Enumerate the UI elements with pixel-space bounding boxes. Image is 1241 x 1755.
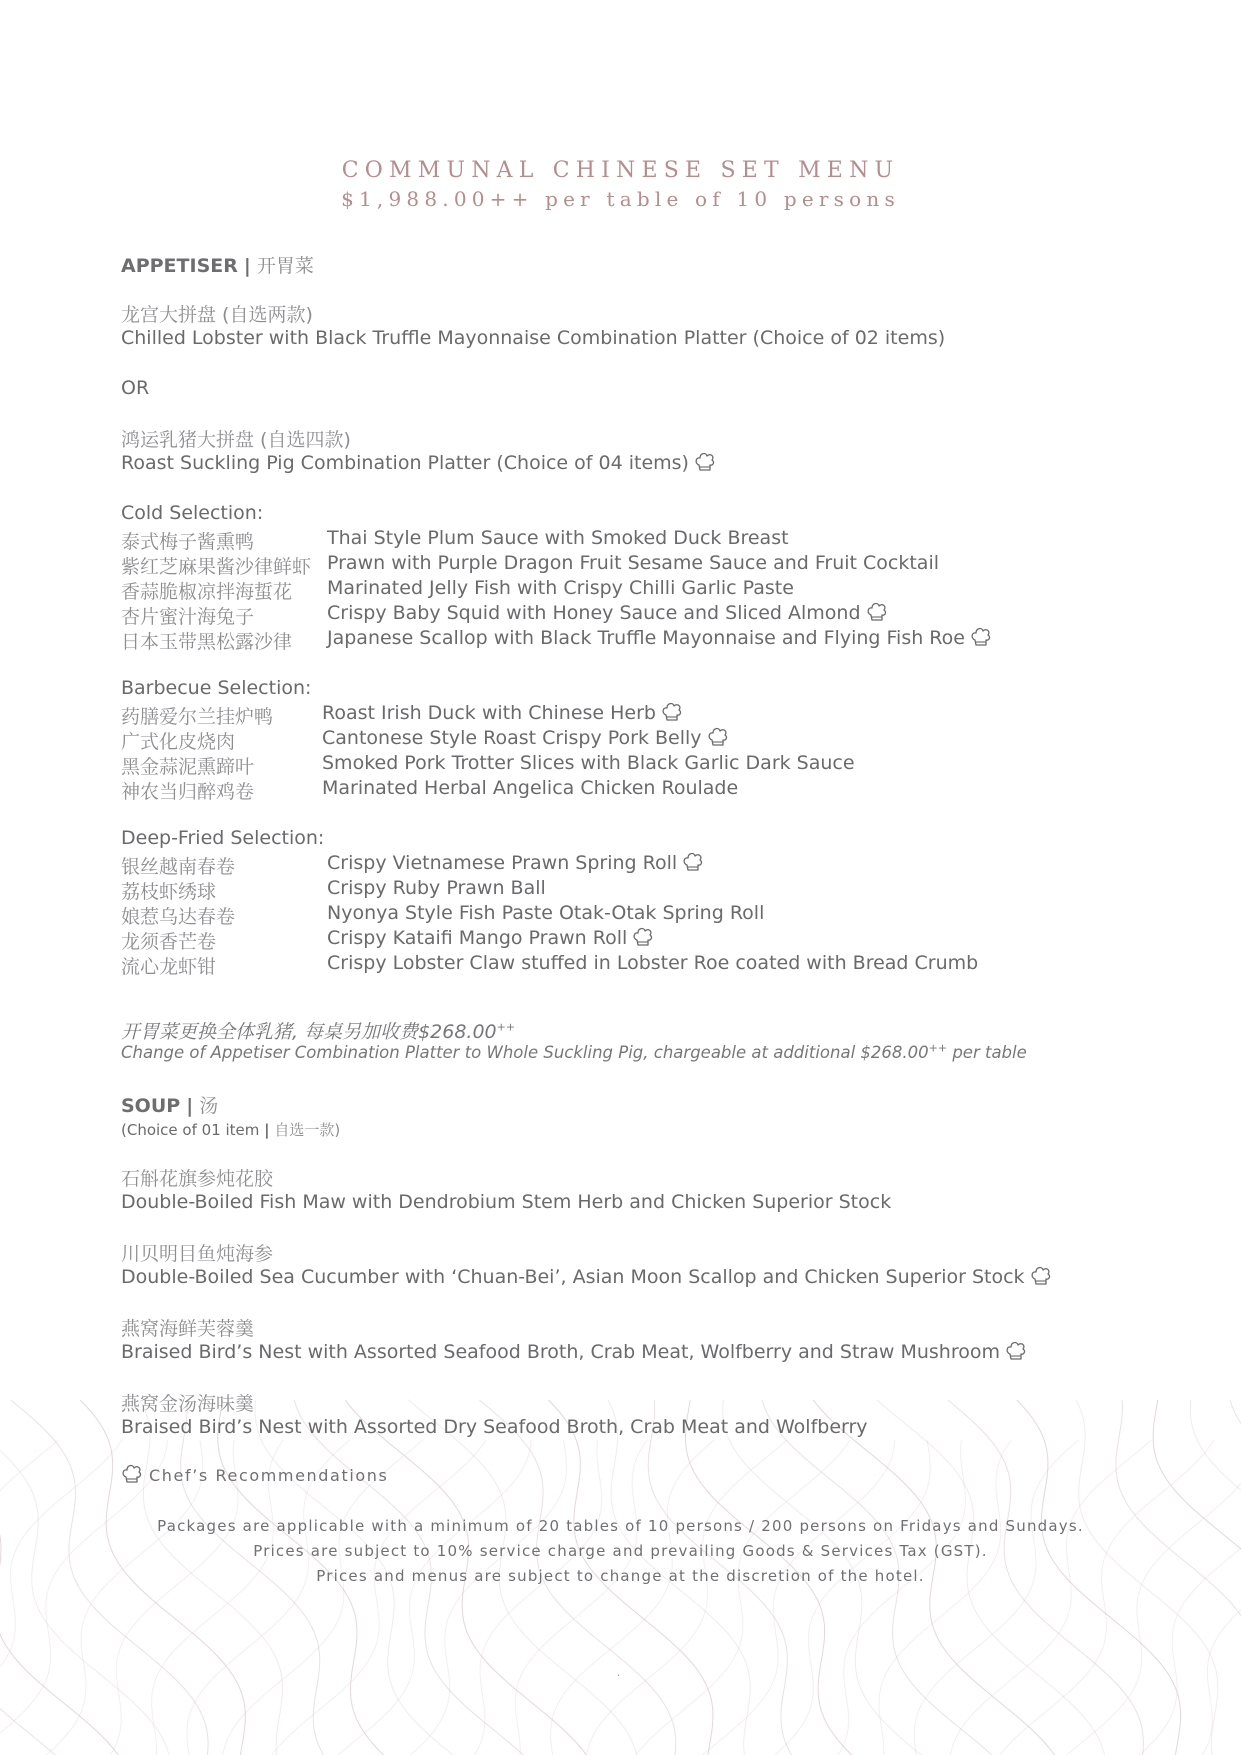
menu-item-en: [322, 777, 738, 799]
soup-item-zh: 燕窝金汤海味羹: [121, 1393, 255, 1415]
soup-item-en: [121, 1266, 1052, 1288]
menu-item-zh: 杏片蜜汁海兔子: [121, 606, 255, 628]
menu-item-en-text: Crispy Baby Squid with Honey Sauce and Sliced Almond: [327, 602, 861, 624]
soup-item-zh: 石斛花旗参炖花胶: [121, 1168, 274, 1190]
chef-hat-icon: [694, 452, 716, 472]
menu-item-en: [327, 577, 794, 599]
menu-item-en-text: Nyonya Style Fish Paste Otak-Otak Spring Roll: [327, 902, 765, 924]
menu-item-en-text: Smoked Pork Trotter Slices with Black Garlic Dark Sauce: [322, 752, 855, 774]
menu-item-en-text: Crispy Vietnamese Prawn Spring Roll: [327, 852, 678, 874]
chef-recommendation-legend: [121, 1464, 388, 1485]
menu-item-zh: 神农当归醉鸡卷: [121, 781, 255, 803]
chef-hat-icon: [1005, 1341, 1027, 1361]
footer-dot: .: [617, 1668, 621, 1679]
footer-line-3: Prices and menus are subject to change at the discretion of the hotel.: [316, 1567, 925, 1585]
option2-en: [121, 452, 716, 474]
menu-item-en-text: Roast Irish Duck with Chinese Herb: [322, 702, 656, 724]
menu-item-zh: 银丝越南春卷: [121, 856, 236, 878]
soup-item-en-text: Double-Boiled Sea Cucumber with ‘Chuan-Bei’, Asian Moon Scallop and Chicken Superior Stock: [121, 1266, 1025, 1288]
menu-item-en-text: Marinated Jelly Fish with Crispy Chilli Garlic Paste: [327, 577, 794, 599]
soup-item-en-text: Double-Boiled Fish Maw with Dendrobium Stem Herb and Chicken Superior Stock: [121, 1191, 892, 1213]
menu-item-en: [327, 902, 764, 924]
soup-item-en-text: Braised Bird’s Nest with Assorted Seafood Broth, Crab Meat, Wolfberry and Straw Mushroom: [121, 1341, 1000, 1363]
menu-item-en-text: Crispy Ruby Prawn Ball: [327, 877, 546, 899]
soup-heading-zh: 汤: [199, 1095, 219, 1117]
menu-item-en-text: Crispy Lobster Claw stuffed in Lobster Roe coated with Bread Crumb: [327, 952, 979, 974]
menu-item-en: [322, 727, 729, 749]
cold-selection-title: Cold Selection:: [121, 502, 264, 524]
soup-item-en: [121, 1341, 1027, 1363]
or-label: OR: [121, 377, 150, 399]
menu-item-en: [322, 702, 683, 724]
heading-separator: |: [243, 255, 251, 277]
menu-item-en-text: Prawn with Purple Dragon Fruit Sesame Sauce and Fruit Cocktail: [327, 552, 940, 574]
menu-item-en: [322, 752, 855, 774]
menu-item-zh: 流心龙虾钳: [121, 956, 217, 978]
menu-price: $1,988.00++ per table of 10 persons: [341, 187, 900, 211]
menu-item-en: [327, 852, 704, 874]
menu-item-zh: 药膳爱尔兰挂炉鸭: [121, 706, 274, 728]
menu-item-zh: 娘惹乌达春卷: [121, 906, 236, 928]
plus-mark: ++: [496, 1020, 516, 1034]
chef-hat-icon: [661, 702, 683, 722]
menu-item-en: [327, 927, 654, 949]
menu-item-en-text: Thai Style Plum Sauce with Smoked Duck Breast: [327, 527, 789, 549]
option2-en-text: Roast Suckling Pig Combination Platter (Choice of 04 items): [121, 452, 689, 474]
menu-item-en: [327, 602, 888, 624]
upgrade-note-en-suffix: per table: [947, 1043, 1027, 1062]
soup-choice-note: [121, 1119, 340, 1140]
soup-item-en: [121, 1191, 891, 1213]
chef-hat-icon: [866, 602, 888, 622]
menu-item-en: [327, 952, 978, 974]
chef-hat-icon: [632, 927, 654, 947]
menu-item-zh: 香蒜脆椒凉拌海蜇花: [121, 581, 293, 603]
appetiser-heading-en: APPETISER: [121, 255, 238, 277]
upgrade-note-en-text: Change of Appetiser Combination Platter to Whole Suckling Pig, chargeable at additional $268.00: [121, 1043, 929, 1062]
menu-item-en-text: Japanese Scallop with Black Truffle Mayonnaise and Flying Fish Roe: [327, 627, 965, 649]
chef-hat-icon: [682, 852, 704, 872]
menu-item-zh: 黑金蒜泥熏蹄叶: [121, 756, 255, 778]
soup-item-en-text: Braised Bird’s Nest with Assorted Dry Seafood Broth, Crab Meat and Wolfberry: [121, 1416, 868, 1438]
footer-line-1: Packages are applicable with a minimum of 20 tables of 10 persons / 200 persons on Fridays and Sundays.: [157, 1517, 1084, 1535]
chef-hat-icon: [121, 1464, 143, 1484]
menu-item-zh: 日本玉带黑松露沙律: [121, 631, 293, 653]
option1-zh: 龙宫大拼盘 (自选两款): [121, 304, 313, 326]
plus-mark: ++: [928, 1041, 948, 1055]
soup-heading-en: SOUP: [121, 1095, 181, 1117]
option1-en: Chilled Lobster with Black Truffle Mayonnaise Combination Platter (Choice of 02 items): [121, 327, 946, 349]
upgrade-note-en: [121, 1043, 1027, 1062]
soup-heading: [121, 1091, 218, 1118]
fried-selection-title: Deep-Fried Selection:: [121, 827, 325, 849]
menu-item-zh: 广式化皮烧肉: [121, 731, 236, 753]
chef-hat-icon: [707, 727, 729, 747]
upgrade-note-zh: [121, 1017, 515, 1044]
heading-separator: |: [186, 1095, 194, 1117]
menu-item-en-text: Marinated Herbal Angelica Chicken Roulade: [322, 777, 739, 799]
menu-item-en-text: Cantonese Style Roast Crispy Pork Belly: [322, 727, 702, 749]
chef-hat-icon: [970, 627, 992, 647]
soup-item-zh: 川贝明目鱼炖海参: [121, 1243, 274, 1265]
soup-choice-text: (Choice of 01 item: [121, 1121, 265, 1139]
appetiser-heading: [121, 251, 314, 278]
soup-item-zh: 燕窝海鲜芙蓉羹: [121, 1318, 255, 1340]
menu-item-zh: 龙须香芒卷: [121, 931, 217, 953]
upgrade-note-zh-text: 开胃菜更换全体乳猪, 每桌另加收费$268.00: [121, 1021, 497, 1043]
footer-line-2: Prices are subject to 10% service charge and prevailing Goods & Services Tax (GST).: [253, 1542, 988, 1560]
menu-item-en-text: Crispy Kataifi Mango Prawn Roll: [327, 927, 628, 949]
menu-item-en: [327, 527, 789, 549]
soup-item-en: [121, 1416, 868, 1438]
menu-item-zh: 泰式梅子酱熏鸭: [121, 531, 255, 553]
menu-item-zh: 荔枝虾绣球: [121, 881, 217, 903]
menu-item-en: [327, 877, 546, 899]
bbq-selection-title: Barbecue Selection:: [121, 677, 312, 699]
menu-item-en: [327, 627, 992, 649]
menu-item-zh: 紫红芝麻果酱沙律鲜虾: [121, 556, 312, 578]
appetiser-heading-zh: 开胃菜: [256, 255, 314, 277]
menu-item-en: [327, 552, 939, 574]
chef-hat-icon: [1030, 1266, 1052, 1286]
choice-separator: |: [264, 1121, 270, 1139]
menu-title: COMMUNAL CHINESE SET MENU: [341, 158, 900, 183]
option2-zh: 鸿运乳猪大拼盘 (自选四款): [121, 429, 351, 451]
legend-label: Chef’s Recommendations: [149, 1466, 389, 1485]
soup-choice-zh: 自选一款): [269, 1121, 341, 1139]
